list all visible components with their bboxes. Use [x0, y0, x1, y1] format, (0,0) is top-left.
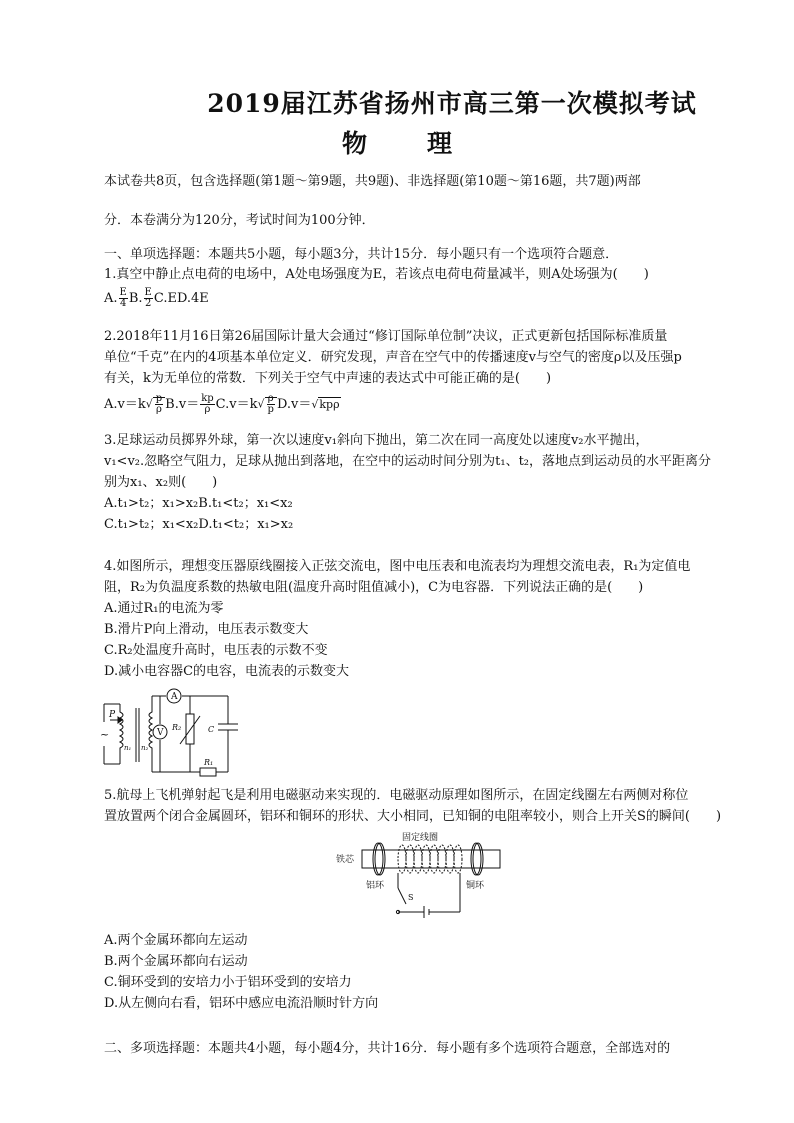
q5-opt-b: B.两个金属环都向右运动 — [104, 954, 248, 969]
q2-line-3: 有关，k为无单位的常数．下列关于空气中声速的表达式中可能正确的是( ) — [104, 371, 552, 386]
q4-opt-b: B.滑片P向上滑动，电压表示数变大 — [104, 622, 309, 637]
q1-opt-a: A. — [104, 291, 118, 306]
q2-opt-b: B.v＝ — [165, 397, 200, 412]
iron-core-label: 铁芯 — [336, 855, 355, 865]
q2-sqrt-c: √ $\frac{\rho}{p}$ — [258, 394, 277, 415]
q2-opt-a: A.v＝k — [104, 397, 146, 412]
q5-opt-a: A.两个金属环都向左运动 — [104, 933, 248, 948]
q1-stem: 1.真空中静止点电荷的电场中，A处电场强度为E，若该点电荷电荷量减半，则A处场强为( ) — [104, 267, 649, 282]
q5-opt-c: C.铜环受到的安培力小于铝环受到的安培力 — [104, 975, 352, 990]
n1-label: n₁ — [124, 744, 132, 752]
q2-opt-c: C.v＝k — [215, 397, 258, 412]
capacitor-label: C — [208, 725, 215, 734]
aluminium-ring-label: 铝环 — [366, 881, 385, 891]
q2-sqrt-a: √ $\frac{p}{\rho}$ — [146, 394, 165, 415]
q1-opt-b: B. — [128, 291, 143, 306]
q4-line-2: 阻，R₂为负温度系数的热敏电阻(温度升高时阻值减小)，C为电容器．下列说法正确的是( ) — [104, 580, 644, 595]
q2-line-2: 单位“千克”在内的4项基本单位定义．研究发现，声音在空气中的传播速度v与空气的密度ρ以及压强p — [104, 350, 682, 365]
q5-opt-d: D.从左侧向右看，铝环中感应电流沿顺时针方向 — [104, 996, 379, 1011]
q5-coil-diagram — [336, 828, 506, 920]
q2-opt-d: D.v＝ — [276, 397, 312, 412]
exam-subject: 物理 — [341, 129, 512, 158]
intro-line-1: 本试卷共8页，包含选择题(第1题～第9题，共9题)、非选择题(第10题～第16题，共7题)两部 — [104, 174, 641, 189]
n2-label: n₂ — [141, 744, 149, 752]
q1-frac-a: $\frac{E}{4}$ — [119, 287, 127, 309]
voltmeter-label: V — [157, 728, 164, 738]
ac-source-icon: ~ — [100, 728, 110, 741]
q3-line-1: 3.足球运动员掷界外球，第一次以速度v₁斜向下抛出，第二次在同一高度处以速度v₂水平抛出， — [104, 433, 649, 448]
q3-line-3: 别为x₁、x₂则( ) — [104, 475, 218, 490]
q2-line-1: 2.2018年11月16日第26届国际计量大会通过“修订国际单位制”决议，正式更新包括国际标准质量 — [104, 329, 668, 344]
exam-title: 2019届江苏省扬州市高三第一次模拟考试 — [207, 89, 697, 118]
section2-heading: 二、多项选择题：本题共4小题，每小题4分，共计16分．每小题有多个选项符合题意，全部选对的 — [104, 1041, 671, 1056]
q1-frac-b: $\frac{E}{2}$ — [144, 287, 152, 309]
r1-label: R₁ — [204, 758, 214, 767]
q4-opt-d: D.减小电容器C的电容，电流表的示数变大 — [104, 664, 350, 679]
q4-opt-c: C.R₂处温度升高时，电压表的示数不变 — [104, 643, 328, 658]
q4-opt-a: A.通过R₁的电流为零 — [104, 601, 224, 616]
q3-options-cd: C.t₁>t₂；x₁<x₂D.t₁<t₂；x₁>x₂ — [104, 517, 294, 532]
ammeter-label: A — [171, 692, 178, 702]
q4-line-1: 4.如图所示，理想变压器原线圈接入正弦交流电，图中电压表和电流表均为理想交流电表，R₁为定值电 — [104, 559, 691, 574]
fixed-coil-label: 固定线圈 — [402, 833, 439, 843]
q1-options — [104, 288, 734, 309]
q5-line-1: 5.航母上飞机弹射起飞是利用电磁驱动来实现的．电磁驱动原理如图所示，在固定线圈左右两侧对称位 — [104, 788, 689, 803]
q2-sqrt-d: √kpρ — [311, 397, 340, 411]
section1-heading: 一、单项选择题：本题共5小题，每小题3分，共计15分．每小题只有一个选项符合题意． — [104, 247, 619, 262]
q3-options-ab: A.t₁>t₂；x₁>x₂B.t₁<t₂；x₁<x₂ — [104, 496, 293, 511]
intro-line-2: 分．本卷满分为120分，考试时间为100分钟． — [104, 213, 375, 228]
q2-frac-b: $\frac{kp}{\rho}$ — [201, 393, 214, 415]
q2-options — [104, 394, 734, 415]
q3-line-2: v₁<v₂.忽略空气阻力，足球从抛出到落地，在空中的运动时间分别为t₁、t₂，落地点到运动员的水平距离分 — [104, 454, 712, 469]
copper-ring-label: 铜环 — [466, 881, 485, 891]
r2-label: R₂ — [172, 723, 182, 732]
switch-label: S — [408, 893, 414, 902]
q1-opt-cd: C.ED.4E — [153, 291, 209, 306]
q4-circuit-diagram — [100, 686, 250, 778]
slider-p-label: P — [109, 710, 116, 720]
q5-line-2: 置放置两个闭合金属圆环，铝环和铜环的形状、大小相同，已知铜的电阻率较小，则合上开关S的瞬间( ) — [104, 809, 722, 824]
